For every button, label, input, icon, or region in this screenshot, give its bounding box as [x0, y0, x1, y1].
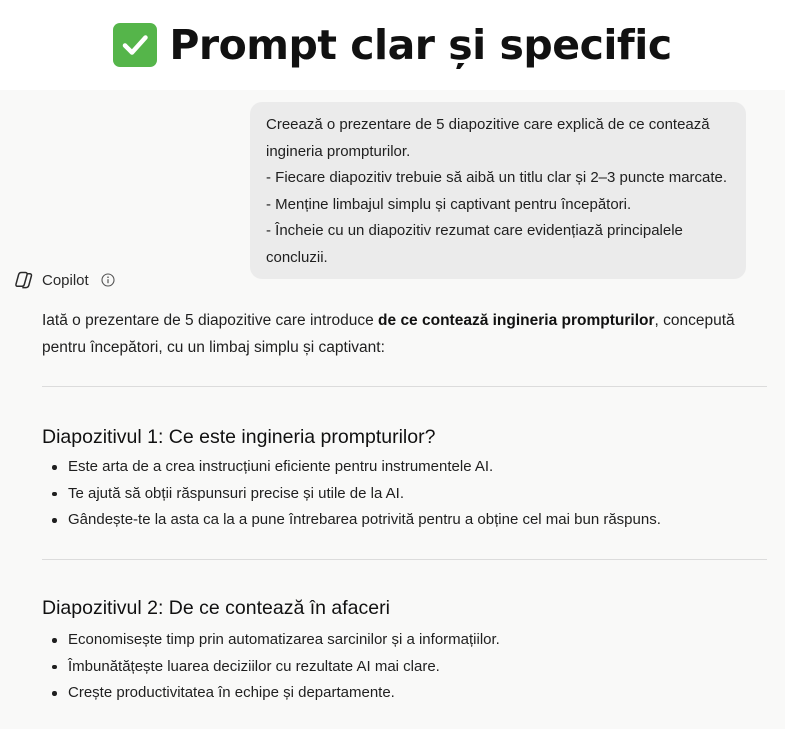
header	[0, 0, 785, 90]
user-message-line: - Fiecare diapozitiv trebuie să aibă un titlu clar și 2–3 puncte marcate.	[266, 169, 728, 186]
copilot-logo-icon	[14, 270, 34, 290]
assistant-name: Copilot	[42, 271, 89, 289]
slide-2-bullets	[50, 627, 500, 707]
user-message-line: - Încheie cu un diapozitiv rezumat care evidențiază principalele concluzii.	[266, 222, 683, 266]
bullet-item: Crește productivitatea în echipe și departamente.	[50, 680, 500, 707]
slide-2-title: Diapozitivul 2: De ce contează în afaceri	[42, 597, 390, 619]
info-icon[interactable]	[101, 273, 115, 287]
divider	[42, 559, 767, 560]
bullet-item: Te ajută să obții răspunsuri precise și utile de la AI.	[50, 481, 661, 508]
slide-1-title: Diapozitivul 1: Ce este ingineria prompturilor?	[42, 426, 436, 448]
user-message-line: Creează o prezentare de 5 diapozitive care explică de ce contează	[266, 116, 710, 133]
intro-text-end: , concepută pentru începători, cu un limbaj simplu și captivant:	[42, 312, 735, 356]
intro-bold-text: de ce contează ingineria prompturilor	[378, 312, 655, 329]
bullet-item: Îmbunătățește luarea deciziilor cu rezultate AI mai clare.	[50, 654, 500, 681]
bullet-item: Gândește-te la asta ca la a pune întrebarea potrivită pentru a obține cel mai bun răspuns.	[50, 507, 661, 534]
user-message-line: - Menține limbajul simplu și captivant pentru începători.	[266, 195, 632, 213]
bullet-item: Este arta de a crea instrucțiuni eficiente pentru instrumentele AI.	[50, 454, 661, 481]
divider	[42, 386, 767, 387]
intro-text: Iată o prezentare de 5 diapozitive care introduce	[42, 312, 379, 329]
header-title-group	[113, 21, 671, 69]
page-title: Prompt clar și specific	[169, 21, 672, 69]
bullet-item: Economisește timp prin automatizarea sarcinilor și a informațiilor.	[50, 627, 500, 654]
slide-1-bullets	[50, 454, 661, 534]
user-message-bubble	[250, 102, 746, 279]
chat-thread[interactable]	[0, 90, 785, 729]
user-message-line: ingineria prompturilor.	[266, 142, 411, 160]
assistant-intro	[42, 308, 774, 361]
assistant-header	[14, 270, 115, 290]
check-mark-button-icon	[113, 23, 157, 67]
